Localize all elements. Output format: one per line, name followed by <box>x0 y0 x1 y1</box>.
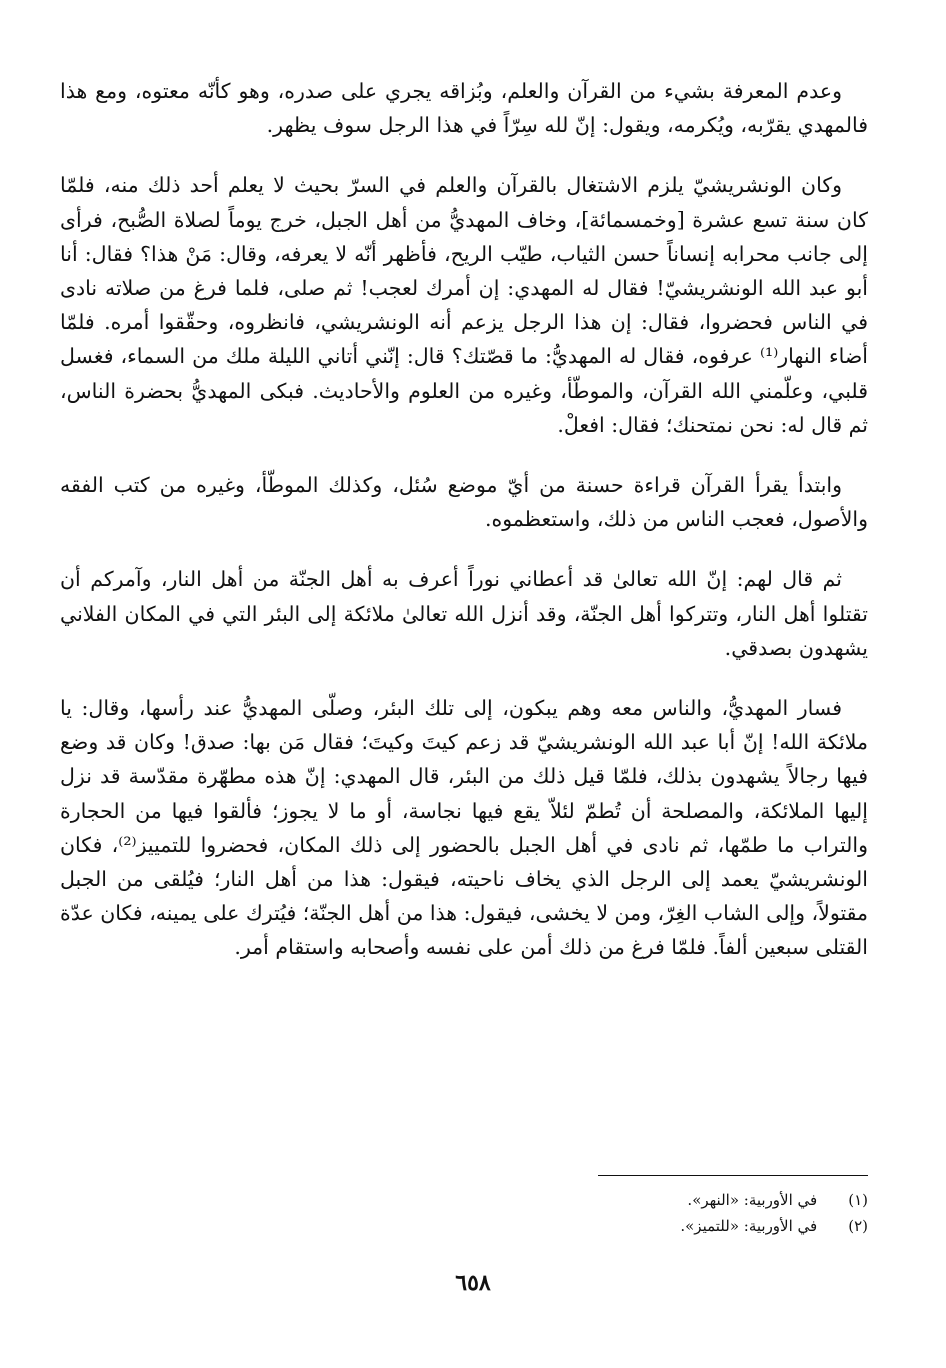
paragraph-1: وعدم المعرفة بشيء من القرآن والعلم، وبُزاقه يجري على صدره، وهو كأنّه معتوه، ومع هذا فالمهدي يقرّبه، ويُكرمه، ويقول: إنّ لله سِرّاً في هذا الرجل سوف يظهر. <box>60 79 868 138</box>
page-number: ٦٥٨ <box>455 1270 491 1296</box>
footnote-divider <box>598 1175 868 1176</box>
footnotes <box>468 1187 868 1239</box>
footnote-number: (٢) <box>848 1217 868 1235</box>
footnote-text: في الأوربية: «النهر». <box>687 1191 818 1209</box>
paragraph-2: وكان الونشريشيّ يلزم الاشتغال بالقرآن والعلم في السرّ بحيث لا يعلم أحد ذلك منه، فلمّا كان سنة تسع عشرة [وخمسمائة]، وخاف المهديُّ من أهل الجبل، خرج يوماً لصلاة الصُّبح، فرأى إلى جانب محرابه إنساناً حسن الثياب، طيّب الريح، فأظهر أنّه لا يعرفه، وقال: مَنْ هذا؟ فقال: أنا أبو عبد الله الونشريشيّ! فقال له المهدي: إن أمرك لعجب! ثم صلى، فلما فرغ من صلاته نادى في الناس فحضروا، فقال: إن هذا الرجل يزعم أنه الونشريشي، فانظروه، وحقّقوا أمره. فلمّا أضاء النهار⁽¹⁾ عرفوه، فقال له المهديُّ: ما قصّتك؟ قال: إنّني أتاني الليلة ملك من السماء، فغسل قلبي، وعلّمني الله القرآن، والموطّأ، وغيره من العلوم والأحاديث. فبكى المهديُّ بحضرة الناس، ثم قال له: نحن نمتحنك؛ فقال: افعلْ. <box>60 173 868 437</box>
footnote-2 <box>468 1213 868 1239</box>
paragraph-3: وابتدأ يقرأ القرآن قراءة حسنة من أيّ موضع سُئل، وكذلك الموطّأ، وغيره من كتب الفقه والأصول، فعجب الناس من ذلك، واستعظموه. <box>60 473 868 532</box>
footnote-text: في الأوربية: «للتميز». <box>680 1217 818 1235</box>
paragraph-4: ثم قال لهم: إنّ الله تعالىٰ قد أعطاني نوراً أعرف به أهل الجنّة من أهل النار، وآمركم أن تقتلوا أهل النار، وتتركوا أهل الجنّة، وقد أنزل الله تعالىٰ ملائكة إلى البئر التي في المكان الفلاني يشهدون بصدقي. <box>60 567 868 660</box>
main-text <box>60 74 868 965</box>
footnote-number: (١) <box>848 1191 868 1209</box>
footnote-1 <box>468 1187 868 1213</box>
paragraph-5: فسار المهديُّ، والناس معه وهم يبكون، إلى تلك البئر، وصلّى المهديُّ عند رأسها، وقال: يا ملائكة الله! إنّ أبا عبد الله الونشريشيّ قد زعم كيتَ وكيتَ؛ فقال مَن بها: صدق! وكان قد وضع فيها رجالاً يشهدون بذلك، فلمّا قيل ذلك من البئر، قال المهدي: إنّ هذه مطهّرة مقدّسة قد نزل إليها الملائكة، والمصلحة أن تُطمّ لئلاّ يقع فيها نجاسة، أو ما لا يجوز؛ فألقوا فيها من الحجارة والتراب ما طمّها، ثم نادى في أهل الجبل بالحضور إلى ذلك المكان، فحضروا للتمييز⁽²⁾، فكان الونشريشيّ يعمد إلى الرجل الذي يخاف ناحيته، فيقول: هذا من أهل النار؛ فيُلقى من الجبل مقتولاً، وإلى الشاب الغِرّ، ومن لا يخشى، فيقول: هذا من أهل الجنّة؛ فيُترك على يمينه، فكان عدّة القتلى سبعين ألفاً. فلمّا فرغ من ذلك أمن على نفسه وأصحابه واستقام أمر. <box>60 696 868 960</box>
